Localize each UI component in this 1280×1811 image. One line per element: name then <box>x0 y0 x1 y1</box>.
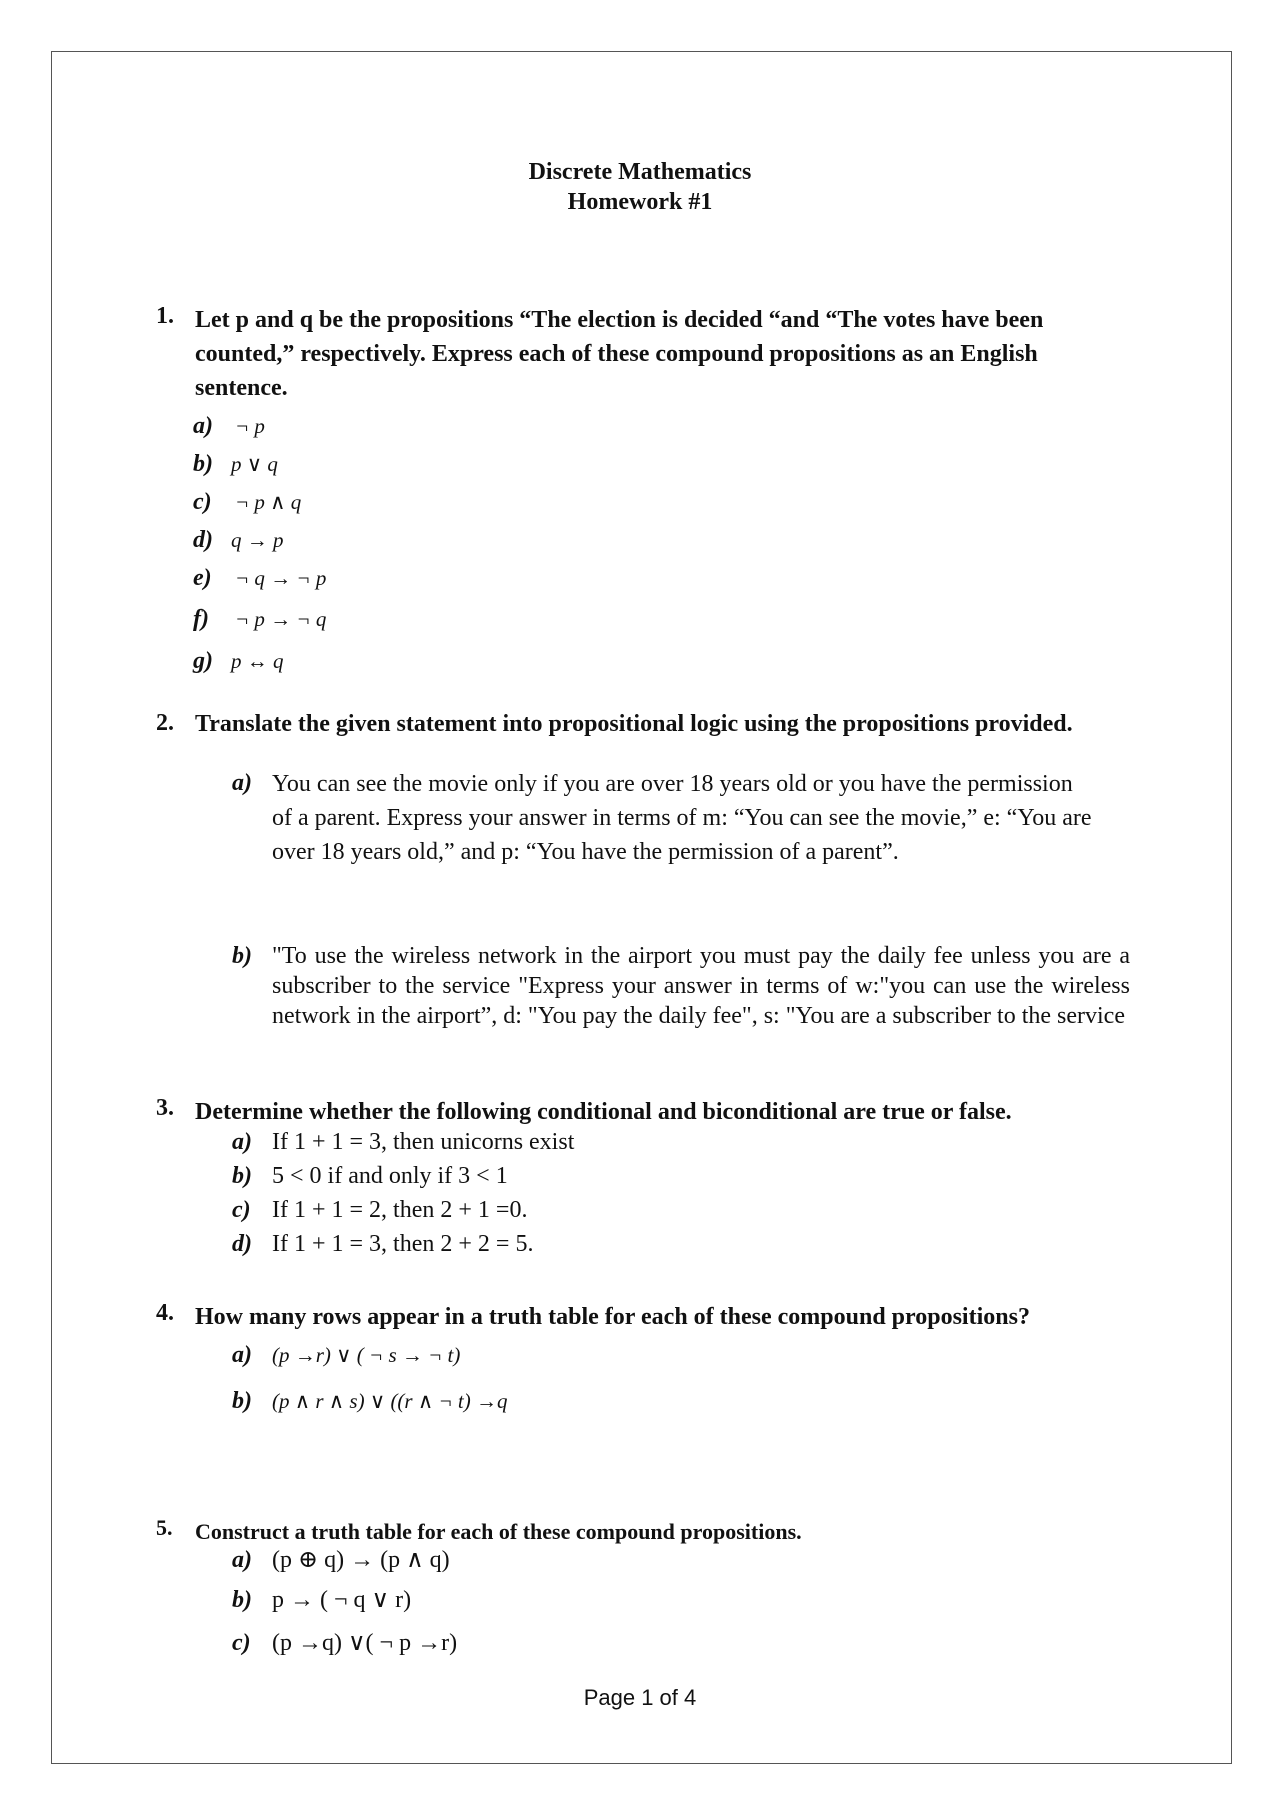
q3-item-c-text: If 1 + 1 = 2, then 2 + 1 =0. <box>272 1197 528 1223</box>
q1-item-e-expr: ¬ q → ¬ p <box>235 566 327 590</box>
q5-item-a-label: a) <box>232 1547 252 1573</box>
q2-number: 2. <box>156 710 174 736</box>
q2-a-label: a) <box>232 770 252 796</box>
q5-item-c <box>232 1628 457 1657</box>
q5-item-c-label: c) <box>232 1630 251 1656</box>
q1-item-f-label: f) <box>193 606 209 632</box>
q3-item-c-label: c) <box>232 1197 251 1223</box>
q3-number: 3. <box>156 1095 174 1121</box>
q1-item-c <box>193 489 301 516</box>
q1-item-c-expr: ¬ p ∧ q <box>235 490 302 514</box>
q4-item-b-expr: (p ∧ r ∧ s) ∨ ((r ∧ ¬ t) →q <box>272 1389 508 1413</box>
q2-b-text: "To use the wireless network in the airport you must pay the daily fee unless you are a subscriber to the service "Express your answer in terms of w:"you can use the wireless network in the airport”, d: "You pay the daily fee", s: "You are a subscriber to the service <box>272 943 1130 1029</box>
q1-item-d-expr: q → p <box>231 528 284 552</box>
document-subtitle: Homework #1 <box>567 189 713 215</box>
q3-item-c <box>232 1197 527 1224</box>
q2-a-label-wrap <box>232 770 252 797</box>
q1-item-c-label: c) <box>193 489 212 515</box>
q1-item-b-label: b) <box>193 451 213 477</box>
q1-item-b-expr: p ∨ q <box>231 452 278 476</box>
q3-item-b <box>232 1163 508 1190</box>
q3-item-b-label: b) <box>232 1163 252 1189</box>
q2-text: Translate the given statement into propositional logic using the propositions provided. <box>195 711 1073 737</box>
q3-item-d-text: If 1 + 1 = 3, then 2 + 2 = 5. <box>272 1231 534 1257</box>
q1-item-g-label: g) <box>193 648 213 674</box>
q1-item-e <box>193 565 326 592</box>
q3-item-a-text: If 1 + 1 = 3, then unicorns exist <box>272 1129 575 1155</box>
q2-b-label-wrap <box>232 943 252 970</box>
q5-number: 5. <box>156 1515 173 1540</box>
q4-text: How many rows appear in a truth table for each of these compound propositions? <box>195 1304 1030 1330</box>
q1-item-e-label: e) <box>193 565 212 591</box>
q1-item-f <box>193 606 326 633</box>
q5-item-a <box>232 1545 450 1574</box>
q1-item-d-label: d) <box>193 527 213 553</box>
q1-item-a-label: a) <box>193 413 213 439</box>
q1-item-d <box>193 527 284 554</box>
q5-item-c-expr: (p →q) ∨( ¬ p →r) <box>272 1630 458 1656</box>
q1-item-f-expr: ¬ p → ¬ q <box>235 607 327 631</box>
q5-item-a-expr: (p ⊕ q) → (p ∧ q) <box>272 1547 450 1573</box>
q4-item-b <box>232 1388 507 1415</box>
q1-item-b <box>193 451 278 478</box>
q2-a-text: You can see the movie only if you are over 18 years old or you have the permission of a parent. Express your answer in terms of m: “You can see the movie,” e: “You are over 18 years old,” and p: “You have the permission of a parent”. <box>272 771 1092 865</box>
q3-item-d-label: d) <box>232 1231 252 1257</box>
q3-item-a <box>232 1129 574 1156</box>
q1-item-a-expr: ¬ p <box>235 414 265 438</box>
q1-item-g <box>193 648 284 675</box>
q4-number: 4. <box>156 1300 174 1326</box>
page-number: Page 1 of 4 <box>583 1685 697 1710</box>
q4-item-a <box>232 1342 460 1369</box>
q1-number: 1. <box>156 303 174 329</box>
q4-item-a-label: a) <box>232 1342 252 1368</box>
q4-item-a-expr: (p →r) ∨ ( ¬ s → ¬ t) <box>272 1343 461 1367</box>
q1-text: Let p and q be the propositions “The election is decided “and “The votes have been counted,” respectively. Express each of these compound propositions as an English sentence. <box>195 307 1044 401</box>
q4-item-b-label: b) <box>232 1388 252 1414</box>
q5-item-b <box>232 1585 411 1614</box>
q1-item-a <box>193 413 265 440</box>
q5-item-b-expr: p → ( ¬ q ∨ r) <box>272 1587 412 1613</box>
q5-item-b-label: b) <box>232 1587 252 1613</box>
q1-item-g-expr: p ↔ q <box>231 649 284 673</box>
q3-item-a-label: a) <box>232 1129 252 1155</box>
q2-b-label: b) <box>232 943 252 969</box>
document-title: Discrete Mathematics <box>528 159 752 185</box>
q5-text: Construct a truth table for each of these compound propositions. <box>195 1519 802 1544</box>
q3-text: Determine whether the following conditional and biconditional are true or false. <box>195 1099 1012 1125</box>
q3-item-d <box>232 1231 533 1258</box>
q3-item-b-text: 5 < 0 if and only if 3 < 1 <box>272 1163 508 1189</box>
